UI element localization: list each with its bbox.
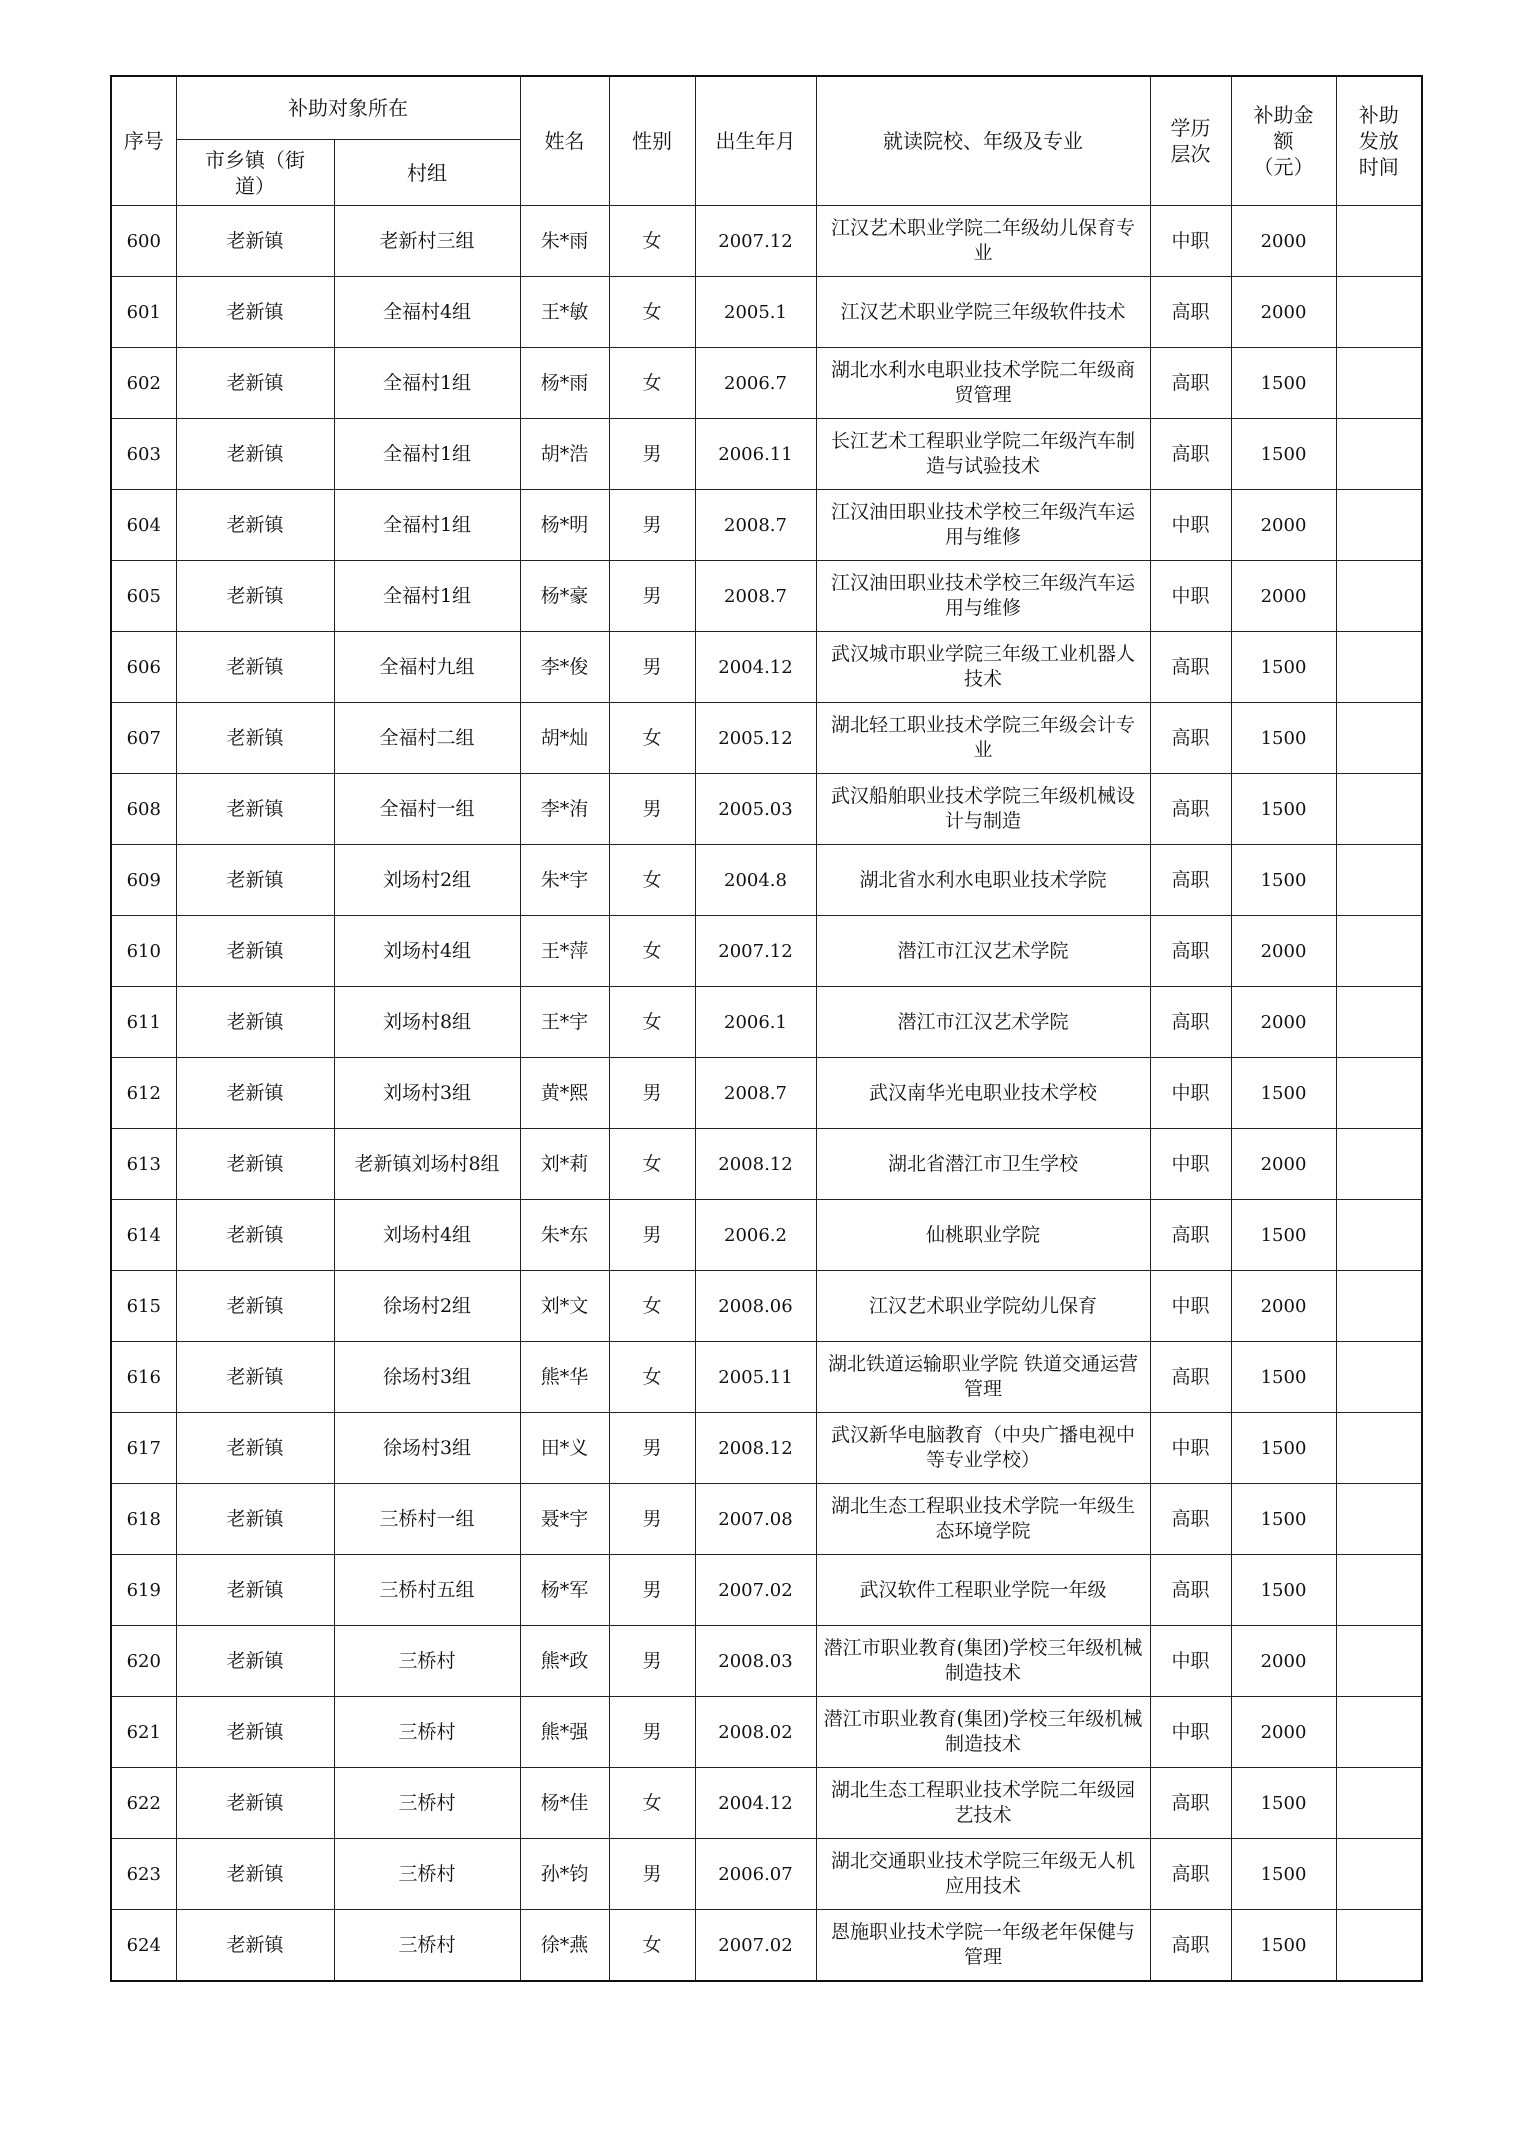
header-location-group: 补助对象所在: [176, 76, 520, 140]
table-row: [111, 1555, 1422, 1626]
table-row: [111, 277, 1422, 348]
cell-level: 高职: [1150, 987, 1231, 1058]
table-row: [111, 632, 1422, 703]
cell-birth: 2005.03: [695, 774, 816, 845]
cell-village: 刘场村4组: [334, 1200, 520, 1271]
cell-name: 杨*明: [520, 490, 609, 561]
cell-name: 徐*燕: [520, 1910, 609, 1982]
cell-school: 江汉油田职业技术学校三年级汽车运用与维修: [816, 490, 1150, 561]
cell-village: 三桥村五组: [334, 1555, 520, 1626]
cell-level: 高职: [1150, 1555, 1231, 1626]
cell-name: 王*萍: [520, 916, 609, 987]
header-township: 市乡镇（街道）: [176, 140, 334, 206]
cell-birth: 2008.03: [695, 1626, 816, 1697]
cell-township: 老新镇: [176, 1342, 334, 1413]
cell-amount: 2000: [1231, 916, 1336, 987]
cell-level: 高职: [1150, 1768, 1231, 1839]
cell-level: 中职: [1150, 1129, 1231, 1200]
cell-school: 湖北生态工程职业技术学院一年级生态环境学院: [816, 1484, 1150, 1555]
cell-village: 刘场村8组: [334, 987, 520, 1058]
cell-school: 江汉艺术职业学院二年级幼儿保育专业: [816, 206, 1150, 277]
cell-gender: 女: [609, 348, 695, 419]
table-row: [111, 348, 1422, 419]
cell-township: 老新镇: [176, 490, 334, 561]
cell-township: 老新镇: [176, 419, 334, 490]
table-row: [111, 1768, 1422, 1839]
cell-school: 湖北轻工职业技术学院三年级会计专业: [816, 703, 1150, 774]
cell-amount: 2000: [1231, 490, 1336, 561]
cell-name: 胡*灿: [520, 703, 609, 774]
cell-township: 老新镇: [176, 1200, 334, 1271]
cell-birth: 2005.12: [695, 703, 816, 774]
cell-township: 老新镇: [176, 1697, 334, 1768]
table-row: [111, 703, 1422, 774]
cell-seq: 617: [111, 1413, 176, 1484]
cell-time: [1336, 1839, 1422, 1910]
table-row: [111, 561, 1422, 632]
cell-township: 老新镇: [176, 1484, 334, 1555]
cell-birth: 2008.06: [695, 1271, 816, 1342]
table-row: [111, 1910, 1422, 1982]
cell-gender: 女: [609, 277, 695, 348]
cell-school: 武汉南华光电职业技术学校: [816, 1058, 1150, 1129]
cell-time: [1336, 561, 1422, 632]
cell-level: 高职: [1150, 632, 1231, 703]
cell-village: 三桥村一组: [334, 1484, 520, 1555]
table-row: [111, 1697, 1422, 1768]
cell-gender: 女: [609, 206, 695, 277]
cell-village: 老新村三组: [334, 206, 520, 277]
cell-time: [1336, 277, 1422, 348]
cell-amount: 2000: [1231, 1271, 1336, 1342]
subsidy-table-sheet: [110, 75, 1421, 1982]
cell-amount: 2000: [1231, 1626, 1336, 1697]
cell-name: 熊*华: [520, 1342, 609, 1413]
cell-gender: 男: [609, 632, 695, 703]
cell-seq: 620: [111, 1626, 176, 1697]
cell-time: [1336, 1271, 1422, 1342]
cell-school: 恩施职业技术学院一年级老年保健与管理: [816, 1910, 1150, 1982]
header-amount: 补助金额（元）: [1231, 76, 1336, 206]
cell-village: 全福村1组: [334, 419, 520, 490]
cell-seq: 623: [111, 1839, 176, 1910]
cell-time: [1336, 1910, 1422, 1982]
table-row: [111, 1058, 1422, 1129]
cell-name: 熊*强: [520, 1697, 609, 1768]
cell-time: [1336, 419, 1422, 490]
cell-amount: 1500: [1231, 845, 1336, 916]
cell-township: 老新镇: [176, 1555, 334, 1626]
table-row: [111, 1129, 1422, 1200]
cell-name: 李*洧: [520, 774, 609, 845]
cell-village: 三桥村: [334, 1910, 520, 1982]
cell-name: 朱*东: [520, 1200, 609, 1271]
cell-birth: 2006.11: [695, 419, 816, 490]
cell-gender: 男: [609, 1555, 695, 1626]
cell-seq: 606: [111, 632, 176, 703]
cell-seq: 621: [111, 1697, 176, 1768]
cell-school: 湖北生态工程职业技术学院二年级园艺技术: [816, 1768, 1150, 1839]
cell-birth: 2007.12: [695, 916, 816, 987]
cell-name: 朱*雨: [520, 206, 609, 277]
cell-time: [1336, 632, 1422, 703]
cell-amount: 1500: [1231, 1413, 1336, 1484]
cell-village: 刘场村4组: [334, 916, 520, 987]
cell-gender: 男: [609, 1200, 695, 1271]
cell-amount: 1500: [1231, 348, 1336, 419]
cell-birth: 2008.02: [695, 1697, 816, 1768]
cell-name: 刘*莉: [520, 1129, 609, 1200]
cell-seq: 605: [111, 561, 176, 632]
cell-level: 中职: [1150, 490, 1231, 561]
cell-seq: 622: [111, 1768, 176, 1839]
cell-amount: 2000: [1231, 1129, 1336, 1200]
cell-gender: 女: [609, 1768, 695, 1839]
cell-time: [1336, 348, 1422, 419]
table-header: [111, 76, 1422, 206]
cell-school: 潜江市职业教育(集团)学校三年级机械制造技术: [816, 1626, 1150, 1697]
cell-seq: 610: [111, 916, 176, 987]
cell-seq: 618: [111, 1484, 176, 1555]
cell-level: 中职: [1150, 1271, 1231, 1342]
cell-township: 老新镇: [176, 206, 334, 277]
cell-school: 湖北省潜江市卫生学校: [816, 1129, 1150, 1200]
cell-birth: 2005.11: [695, 1342, 816, 1413]
cell-time: [1336, 1626, 1422, 1697]
cell-township: 老新镇: [176, 1271, 334, 1342]
cell-amount: 1500: [1231, 1839, 1336, 1910]
cell-level: 高职: [1150, 348, 1231, 419]
cell-name: 黄*熙: [520, 1058, 609, 1129]
cell-level: 高职: [1150, 1839, 1231, 1910]
table-row: [111, 916, 1422, 987]
table-row: [111, 1839, 1422, 1910]
cell-seq: 619: [111, 1555, 176, 1626]
cell-school: 江汉油田职业技术学校三年级汽车运用与维修: [816, 561, 1150, 632]
cell-name: 杨*佳: [520, 1768, 609, 1839]
cell-township: 老新镇: [176, 1129, 334, 1200]
cell-level: 高职: [1150, 845, 1231, 916]
table-row: [111, 987, 1422, 1058]
cell-village: 三桥村: [334, 1768, 520, 1839]
cell-name: 杨*军: [520, 1555, 609, 1626]
cell-level: 高职: [1150, 774, 1231, 845]
cell-name: 李*俊: [520, 632, 609, 703]
cell-birth: 2008.12: [695, 1129, 816, 1200]
cell-name: 胡*浩: [520, 419, 609, 490]
cell-gender: 女: [609, 1271, 695, 1342]
cell-school: 武汉新华电脑教育（中央广播电视中等专业学校）: [816, 1413, 1150, 1484]
cell-level: 高职: [1150, 916, 1231, 987]
cell-township: 老新镇: [176, 987, 334, 1058]
cell-gender: 女: [609, 1129, 695, 1200]
cell-level: 高职: [1150, 277, 1231, 348]
cell-gender: 男: [609, 1058, 695, 1129]
cell-village: 全福村4组: [334, 277, 520, 348]
cell-time: [1336, 1200, 1422, 1271]
cell-school: 武汉软件工程职业学院一年级: [816, 1555, 1150, 1626]
table-row: [111, 1200, 1422, 1271]
cell-seq: 624: [111, 1910, 176, 1982]
cell-seq: 615: [111, 1271, 176, 1342]
cell-township: 老新镇: [176, 1626, 334, 1697]
cell-village: 全福村二组: [334, 703, 520, 774]
header-birth: 出生年月: [695, 76, 816, 206]
cell-village: 徐场村3组: [334, 1413, 520, 1484]
cell-township: 老新镇: [176, 1839, 334, 1910]
cell-level: 中职: [1150, 561, 1231, 632]
cell-name: 杨*雨: [520, 348, 609, 419]
cell-birth: 2007.12: [695, 206, 816, 277]
cell-village: 刘场村3组: [334, 1058, 520, 1129]
cell-amount: 1500: [1231, 703, 1336, 774]
cell-gender: 女: [609, 1910, 695, 1982]
cell-village: 全福村1组: [334, 561, 520, 632]
cell-amount: 1500: [1231, 1200, 1336, 1271]
header-name: 姓名: [520, 76, 609, 206]
cell-level: 高职: [1150, 703, 1231, 774]
cell-gender: 女: [609, 1342, 695, 1413]
table-row: [111, 1271, 1422, 1342]
table-row: [111, 845, 1422, 916]
cell-school: 潜江市江汉艺术学院: [816, 987, 1150, 1058]
cell-amount: 2000: [1231, 206, 1336, 277]
cell-level: 高职: [1150, 419, 1231, 490]
cell-seq: 602: [111, 348, 176, 419]
cell-village: 徐场村3组: [334, 1342, 520, 1413]
cell-amount: 1500: [1231, 1910, 1336, 1982]
cell-level: 中职: [1150, 206, 1231, 277]
cell-name: 熊*政: [520, 1626, 609, 1697]
cell-school: 武汉船舶职业技术学院三年级机械设计与制造: [816, 774, 1150, 845]
cell-name: 朱*宇: [520, 845, 609, 916]
cell-village: 三桥村: [334, 1697, 520, 1768]
cell-seq: 613: [111, 1129, 176, 1200]
cell-seq: 600: [111, 206, 176, 277]
cell-level: 高职: [1150, 1910, 1231, 1982]
cell-seq: 612: [111, 1058, 176, 1129]
table-row: [111, 1342, 1422, 1413]
cell-birth: 2006.1: [695, 987, 816, 1058]
cell-gender: 男: [609, 1484, 695, 1555]
cell-village: 全福村1组: [334, 490, 520, 561]
cell-amount: 2000: [1231, 987, 1336, 1058]
cell-school: 江汉艺术职业学院三年级软件技术: [816, 277, 1150, 348]
cell-name: 王*宇: [520, 987, 609, 1058]
cell-time: [1336, 1342, 1422, 1413]
cell-amount: 1500: [1231, 632, 1336, 703]
cell-school: 湖北交通职业技术学院三年级无人机应用技术: [816, 1839, 1150, 1910]
cell-township: 老新镇: [176, 561, 334, 632]
table-row: [111, 1413, 1422, 1484]
cell-level: 中职: [1150, 1697, 1231, 1768]
cell-school: 湖北水利水电职业技术学院二年级商贸管理: [816, 348, 1150, 419]
cell-gender: 男: [609, 490, 695, 561]
table-row: [111, 206, 1422, 277]
cell-amount: 1500: [1231, 419, 1336, 490]
header-seq: 序号: [111, 76, 176, 206]
cell-gender: 女: [609, 987, 695, 1058]
cell-village: 徐场村2组: [334, 1271, 520, 1342]
cell-gender: 男: [609, 1626, 695, 1697]
cell-name: 孙*钧: [520, 1839, 609, 1910]
cell-birth: 2008.12: [695, 1413, 816, 1484]
cell-township: 老新镇: [176, 632, 334, 703]
cell-township: 老新镇: [176, 1058, 334, 1129]
cell-time: [1336, 1768, 1422, 1839]
cell-seq: 604: [111, 490, 176, 561]
cell-township: 老新镇: [176, 703, 334, 774]
cell-birth: 2006.2: [695, 1200, 816, 1271]
cell-level: 高职: [1150, 1484, 1231, 1555]
cell-amount: 2000: [1231, 277, 1336, 348]
cell-seq: 601: [111, 277, 176, 348]
table-body: [111, 206, 1422, 1982]
cell-time: [1336, 774, 1422, 845]
cell-gender: 男: [609, 774, 695, 845]
cell-level: 中职: [1150, 1058, 1231, 1129]
cell-amount: 1500: [1231, 1484, 1336, 1555]
cell-village: 全福村1组: [334, 348, 520, 419]
cell-school: 长江艺术工程职业学院二年级汽车制造与试验技术: [816, 419, 1150, 490]
cell-birth: 2004.12: [695, 1768, 816, 1839]
cell-level: 中职: [1150, 1626, 1231, 1697]
cell-time: [1336, 1484, 1422, 1555]
cell-township: 老新镇: [176, 348, 334, 419]
cell-village: 刘场村2组: [334, 845, 520, 916]
cell-time: [1336, 1058, 1422, 1129]
header-gender: 性别: [609, 76, 695, 206]
cell-amount: 1500: [1231, 1555, 1336, 1626]
header-village: 村组: [334, 140, 520, 206]
cell-village: 全福村九组: [334, 632, 520, 703]
cell-level: 高职: [1150, 1200, 1231, 1271]
cell-gender: 男: [609, 1413, 695, 1484]
cell-name: 杨*豪: [520, 561, 609, 632]
cell-amount: 1500: [1231, 1342, 1336, 1413]
cell-seq: 608: [111, 774, 176, 845]
cell-village: 老新镇刘场村8组: [334, 1129, 520, 1200]
cell-gender: 男: [609, 561, 695, 632]
table-row: [111, 1484, 1422, 1555]
cell-birth: 2008.7: [695, 490, 816, 561]
subsidy-table: [110, 75, 1423, 1982]
cell-amount: 1500: [1231, 1768, 1336, 1839]
cell-birth: 2006.07: [695, 1839, 816, 1910]
cell-village: 全福村一组: [334, 774, 520, 845]
table-row: [111, 774, 1422, 845]
cell-village: 三桥村: [334, 1626, 520, 1697]
cell-time: [1336, 1129, 1422, 1200]
cell-seq: 603: [111, 419, 176, 490]
cell-birth: 2007.02: [695, 1910, 816, 1982]
cell-amount: 2000: [1231, 1697, 1336, 1768]
cell-township: 老新镇: [176, 1910, 334, 1982]
cell-time: [1336, 206, 1422, 277]
cell-time: [1336, 1697, 1422, 1768]
cell-birth: 2005.1: [695, 277, 816, 348]
cell-birth: 2004.12: [695, 632, 816, 703]
cell-school: 湖北铁道运输职业学院 铁道交通运营管理: [816, 1342, 1150, 1413]
cell-seq: 609: [111, 845, 176, 916]
header-level: 学历层次: [1150, 76, 1231, 206]
cell-township: 老新镇: [176, 1768, 334, 1839]
cell-school: 江汉艺术职业学院幼儿保育: [816, 1271, 1150, 1342]
cell-time: [1336, 490, 1422, 561]
cell-township: 老新镇: [176, 774, 334, 845]
cell-time: [1336, 1413, 1422, 1484]
cell-seq: 611: [111, 987, 176, 1058]
cell-township: 老新镇: [176, 845, 334, 916]
cell-amount: 1500: [1231, 1058, 1336, 1129]
cell-time: [1336, 987, 1422, 1058]
cell-name: 王*敏: [520, 277, 609, 348]
cell-time: [1336, 916, 1422, 987]
table-row: [111, 1626, 1422, 1697]
cell-school: 潜江市江汉艺术学院: [816, 916, 1150, 987]
cell-township: 老新镇: [176, 1413, 334, 1484]
cell-amount: 1500: [1231, 774, 1336, 845]
cell-school: 潜江市职业教育(集团)学校三年级机械制造技术: [816, 1697, 1150, 1768]
cell-name: 聂*宇: [520, 1484, 609, 1555]
cell-gender: 女: [609, 916, 695, 987]
cell-gender: 男: [609, 1697, 695, 1768]
cell-school: 武汉城市职业学院三年级工业机器人技术: [816, 632, 1150, 703]
cell-seq: 614: [111, 1200, 176, 1271]
cell-name: 田*义: [520, 1413, 609, 1484]
cell-seq: 607: [111, 703, 176, 774]
cell-birth: 2007.08: [695, 1484, 816, 1555]
cell-birth: 2004.8: [695, 845, 816, 916]
cell-birth: 2007.02: [695, 1555, 816, 1626]
cell-township: 老新镇: [176, 916, 334, 987]
cell-gender: 男: [609, 1839, 695, 1910]
cell-gender: 女: [609, 845, 695, 916]
cell-time: [1336, 703, 1422, 774]
header-time: 补助发放时间: [1336, 76, 1422, 206]
cell-gender: 女: [609, 703, 695, 774]
cell-township: 老新镇: [176, 277, 334, 348]
cell-time: [1336, 845, 1422, 916]
cell-amount: 2000: [1231, 561, 1336, 632]
cell-birth: 2008.7: [695, 561, 816, 632]
cell-gender: 男: [609, 419, 695, 490]
cell-name: 刘*文: [520, 1271, 609, 1342]
cell-birth: 2008.7: [695, 1058, 816, 1129]
cell-level: 高职: [1150, 1342, 1231, 1413]
table-row: [111, 419, 1422, 490]
cell-time: [1336, 1555, 1422, 1626]
cell-level: 中职: [1150, 1413, 1231, 1484]
cell-village: 三桥村: [334, 1839, 520, 1910]
cell-seq: 616: [111, 1342, 176, 1413]
table-row: [111, 490, 1422, 561]
cell-school: 仙桃职业学院: [816, 1200, 1150, 1271]
header-school: 就读院校、年级及专业: [816, 76, 1150, 206]
cell-school: 湖北省水利水电职业技术学院: [816, 845, 1150, 916]
cell-birth: 2006.7: [695, 348, 816, 419]
